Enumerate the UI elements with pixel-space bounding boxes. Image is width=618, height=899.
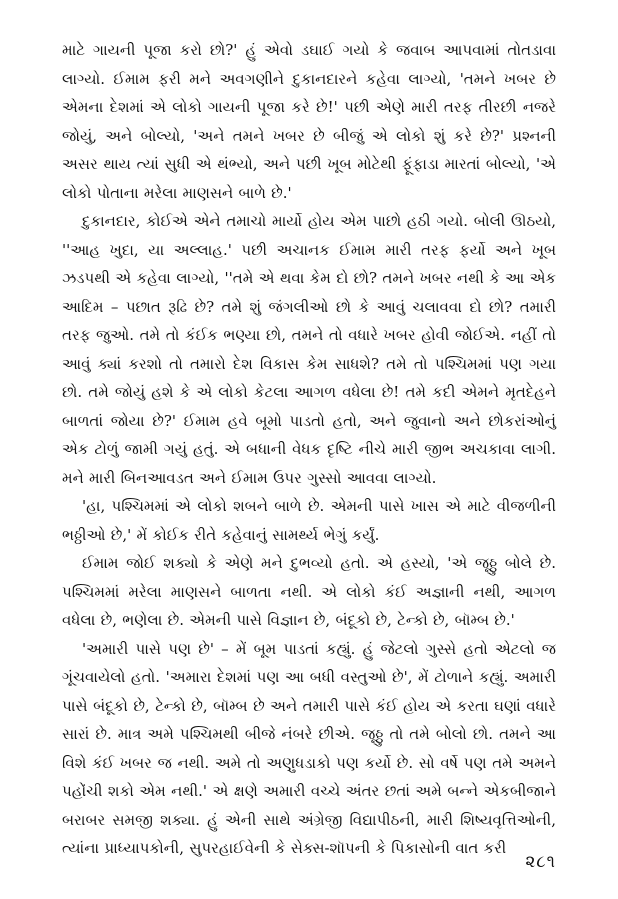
paragraph-shopkeeper: દુકાનદાર, કોઈએ એને તમાચો માર્યો હોય એમ પાછો હઠી ગયો. બોલી ઊઠયો, ''આહ ખુદા, યા અલ્લાહ.' પછી અચાનક ઈમામ મારી તરફ ફર્યો અને ખૂબ ઝડપથી એ કહેવા લાગ્યો, ''તમે એ થવા કેમ દો છો? તમને ખબર નથી કે આ એક આદિમ – પછાત રૂઢિ છે? તમે શું જંગલીઓ છો કે આવું ચલાવવા દો છો? તમારી તરફ જુઓ. તમે તો કંઈક ભણ્યા છો, તમને તો વધારે ખબર હોવી જોઈએ. નહીં તો આવું ક્યાં કરશો તો તમારો દેશ વિકાસ કેમ સાધશે? તમે તો પશ્ચિમમાં પણ ગયા છો. તમે જોયું હશે કે એ લોકો કેટલા આગળ વધેલા છે! તમે કદી એમને મૃતદેહને બાળતાં જોયા છે?' ઈમામ હવે બૂમો પાડતો હતો, અને જુવાનો અને છોકરાંઓનું એક ટોળું જામી ગયું હતું. એ બધાની વેધક દૃષ્ટિ નીચે મારી જીભ અચકાવા લાગી. મને મારી બિનઆવડત અને ઈમામ ઉપર ગુસ્સો આવવા લાગ્યો. (62, 212, 556, 487)
page-number: ૨૮૧ (525, 852, 556, 872)
paragraph-continuation: માટે ગાયની પૂજા કરો છો?' હું એવો ડઘાઈ ગયો કે જવાબ આપવામાં તોતડાવા લાગ્યો. ઈમામ ફરી મને અવગણીને દુકાનદારને કહેવા લાગ્યો, 'તમને ખબર છે એમના દેશમાં એ લોકો ગાયની પૂજા કરે છે!' પછી એણે મારી તરફ તીરછી નજરે જોયું, અને બોલ્યો, 'અને તમને ખબર છે બીજું એ લોકો શું કરે છે?' પ્રશ્નની અસર થાય ત્યાં સુધી એ થંભ્યો, અને પછી ખૂબ મોટેથી ફૂંફાડા મારતાં બોલ્યો, 'એ લોકો પોતાના મરેલા માણસને બાળે છે.' (62, 41, 556, 202)
paragraph-west-electric-furnace: 'હા, પશ્ચિમમાં એ લોકો શબને બાળે છે. એમની પાસે ખાસ એ માટે વીજળીની ભઠ્ઠીઓ છે,' મેં કોઈક રીતે કહેવાનું સામર્થ્ય ભેગું કર્યું. (62, 497, 556, 544)
body-text (62, 36, 556, 863)
paragraph-imam-laughs: ઈમામ જોઈ શક્યો કે એણે મને દુભવ્યો હતો. એ હસ્યો, 'એ જૂઠ્ઠુ બોલે છે. પશ્ચિમમાં મરેલા માણસને બાળતા નથી. એ લોકો કંઈ અજ્ઞાની નથી, આગળ વધેલા છે, ભણેલા છે. એમની પાસે વિજ્ઞાન છે, બંદૂકો છે, ટેન્કો છે, બૉમ્બ છે.' (62, 554, 556, 629)
paragraph-we-have-too: 'અમારી પાસે પણ છે' – મેં બૂમ પાડતાં કહ્યું. હું જેટલો ગુસ્સે હતો એટલો જ ગૂંચવાયેલો હતો. 'અમારા દેશમાં પણ આ બધી વસ્તુઓ છે', મેં ટોળાને કહ્યું. અમારી પાસે બંદૂકો છે, ટેન્કો છે, બૉમ્બ છે અને તમારી પાસે કંઈ હોય એ કરતા ઘણાં વધારે સારાં છે. માત્ર અમે પશ્ચિમથી બીજે નંબરે છીએ. જૂઠ્ઠુ તો તમે બોલો છો. તમને આ વિશે કંઈ ખબર જ નથી. અમે તો અણુધડાકો પણ કર્યો છે. સો વર્ષે પણ તમે અમને પહોંચી શકો એમ નથી.' એ ક્ષણે અમારી વચ્ચે અંતર છતાં અમે બન્ને એકબીજાને બરાબર સમજી શક્યા. હું એની સાથે અંગ્રેજી વિદ્યાપીઠની, મારી શિષ્યવૃત્તિઓની, ત્યાંના પ્રાધ્યાપકોની, સુપરહાઈવેની કે સેક્સ-શૉપની કે પિકાસોની વાત કરી (62, 639, 556, 857)
